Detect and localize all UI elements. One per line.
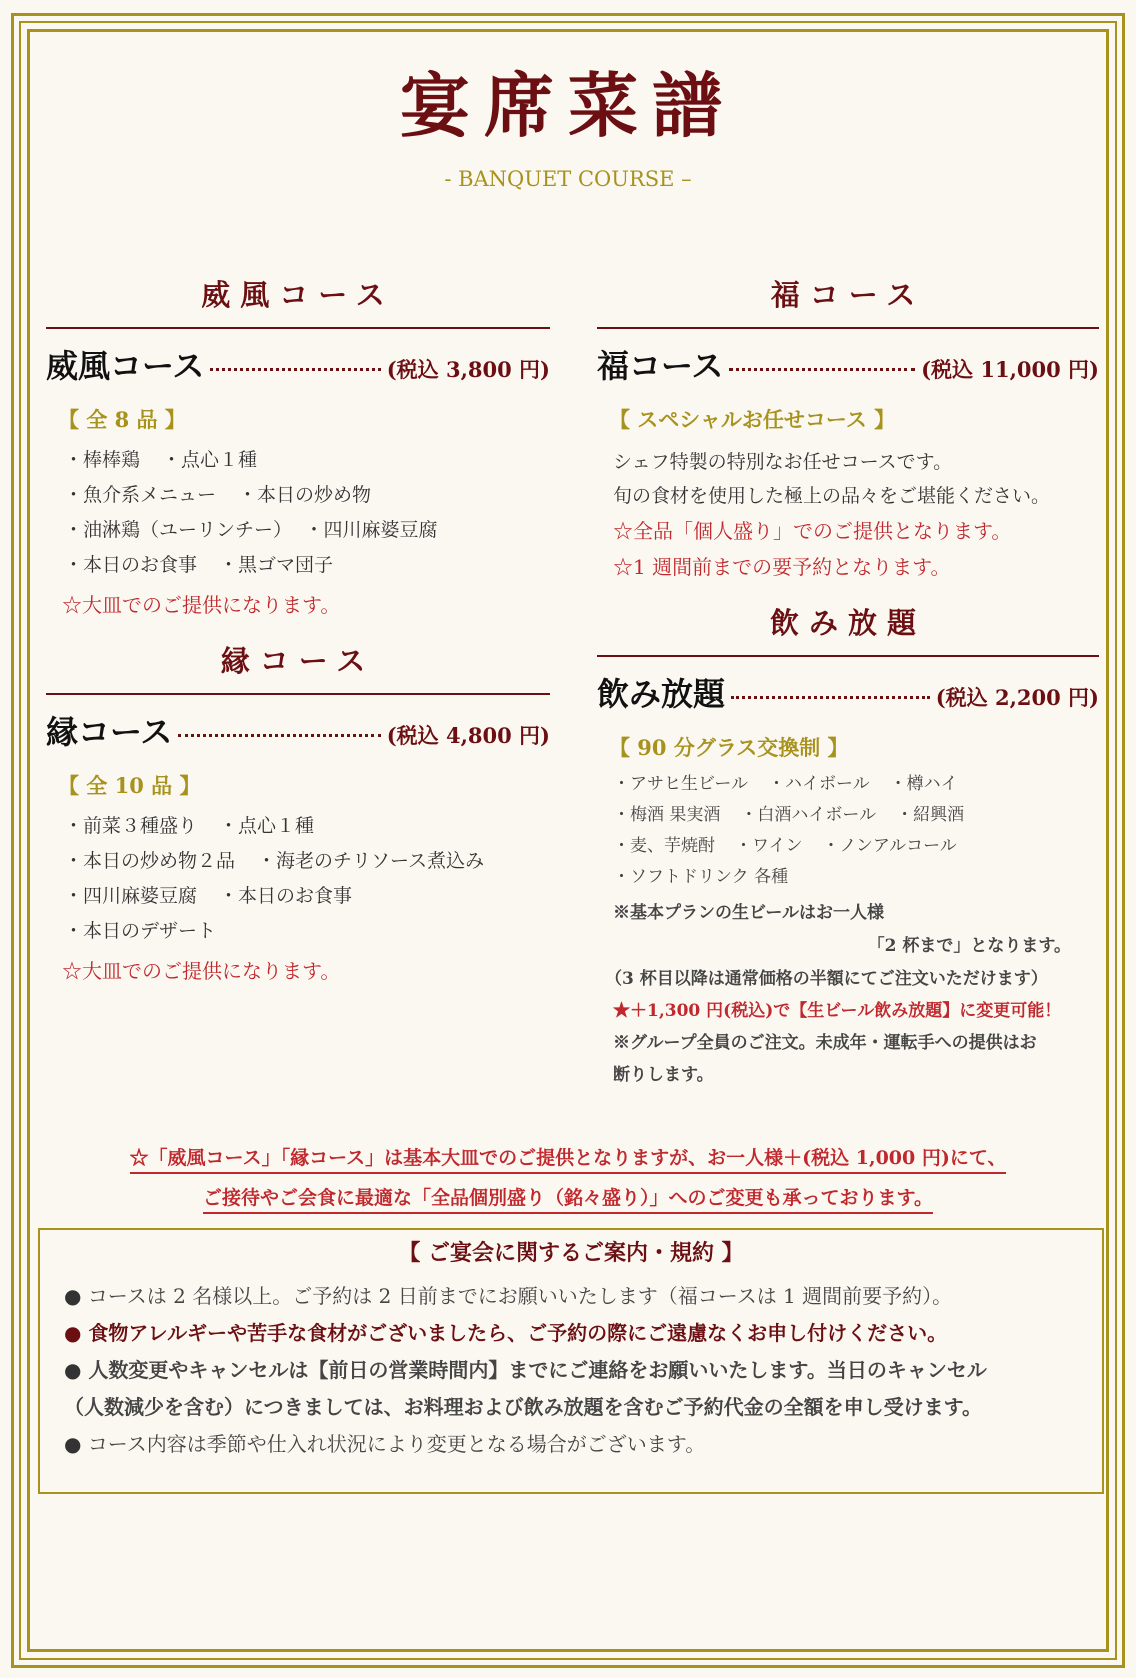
dot-leader — [729, 368, 915, 371]
fuku-note: ☆1 週間前までの要予約となります。 — [613, 555, 951, 579]
rule-item-cancellation: ● 人数変更やキャンセルは【前日の営業時間内】までにご連絡をお願いいたします。当日のキャンセル — [64, 1358, 987, 1382]
en-heading: 縁コース — [220, 644, 376, 678]
plating-notice-line2: ご接待やご会食に最適な「全品個別盛り（銘々盛り）」へのご変更も承っております。 — [0, 1186, 1136, 1210]
dot-leader — [210, 368, 380, 371]
beer-price-note: （3 杯目以降は通常価格の半額にてご注文いただけます） — [605, 969, 1048, 989]
time-limit-badge: 【 90 分グラス交換制 】 — [609, 735, 849, 760]
list-item: ・魚介系メニュー ・本日の炒め物 — [64, 484, 372, 506]
section-divider — [597, 655, 1099, 657]
course-price: (税込 2,200 円) — [935, 685, 1099, 710]
group-order-note: ※グループ全員のご注文。未成年・運転手への提供はお — [613, 1033, 1037, 1053]
list-item: ・ソフトドリンク 各種 — [613, 867, 789, 887]
bullet-icon: ● — [64, 1284, 82, 1308]
group-order-note-cont: 断りします。 — [613, 1065, 714, 1085]
section-divider — [46, 693, 550, 695]
description-line: シェフ特製の特別なお任せコースです。 — [613, 451, 953, 473]
en-course-section — [46, 643, 550, 989]
course-name: 福コース — [597, 347, 724, 385]
fuku-course-line — [597, 341, 1099, 387]
bullet-icon: ● — [64, 1358, 82, 1382]
course-price: (税込 4,800 円) — [386, 723, 550, 748]
rule-item-cancellation-cont: （人数減少を含む）につきましては、お料理および飲み放題を含むご予約代金の全額を申し受けます。 — [64, 1395, 982, 1419]
beer-limit-note-cont: 「2 杯まで」となります。 — [867, 936, 1071, 956]
fuku-course-section — [597, 277, 1099, 585]
course-price: (税込 3,800 円) — [386, 357, 550, 382]
list-item: ・アサヒ生ビール ・ハイボール ・樽ハイ — [613, 774, 958, 794]
list-item: ・四川麻婆豆腐 ・本日のお食事 — [64, 885, 353, 907]
rule-item-allergy: ● 食物アレルギーや苦手な食材がございましたら、ご予約の際にご遠慮なくお申し付けください。 — [64, 1321, 948, 1345]
list-item: ・本日のお食事 ・黒ゴマ団子 — [64, 554, 334, 576]
section-divider — [46, 327, 550, 329]
iko-course-line — [46, 341, 550, 387]
iko-item-list — [46, 443, 550, 583]
list-item: ・本日の炒め物２品 ・海老のチリソース煮込み — [64, 850, 485, 872]
rule-item: ● コースは 2 名様以上。ご予約は 2 日前までにお願いいたします（福コースは 1 週間前要予約）。 — [64, 1284, 953, 1308]
list-item: ・油淋鶏（ユーリンチー） ・四川麻婆豆腐 — [64, 519, 438, 541]
page-subtitle: - BANQUET COURSE – — [444, 167, 692, 191]
dot-leader — [731, 696, 930, 699]
iko-course-section — [46, 277, 550, 623]
rule-item: ● コース内容は季節や仕入れ状況により変更となる場合がございます。 — [64, 1432, 706, 1456]
plating-notice-line1: ☆「威風コース」「縁コース」は基本大皿でのご提供となりますが、お一人様＋(税込 1,000 円)にて、 — [0, 1146, 1136, 1170]
page-title: 宴席菜譜 — [400, 64, 736, 147]
list-item: ・梅酒 果実酒 ・白酒ハイボール ・紹興酒 — [613, 805, 965, 825]
rules-box — [38, 1228, 1104, 1494]
nomihoudai-heading: 飲み放題 — [769, 606, 926, 640]
dot-leader — [178, 734, 380, 737]
list-item: ・棒棒鶏 ・点心１種 — [64, 449, 258, 471]
nomihoudai-course-line — [597, 669, 1099, 715]
list-item: ・本日のデザート — [64, 920, 217, 942]
course-price: (税込 11,000 円) — [921, 357, 1099, 382]
fuku-note: ☆全品「個人盛り」でのご提供となります。 — [613, 519, 1012, 543]
en-course-line — [46, 707, 550, 753]
course-name: 飲み放題 — [597, 675, 726, 713]
nomihoudai-section — [597, 605, 1099, 1091]
course-name: 威風コース — [46, 347, 205, 385]
serving-note: ☆大皿でのご提供になります。 — [62, 593, 341, 617]
drink-list — [597, 769, 1099, 893]
course-name: 縁コース — [46, 713, 173, 751]
list-item: ・麦、芋焼酎 ・ワイン ・ノンアルコール — [613, 836, 957, 856]
item-count-badge: 【 全 8 品 】 — [58, 407, 186, 432]
fuku-heading: 福コース — [770, 278, 926, 312]
beer-limit-note: ※基本プランの生ビールはお一人様 — [613, 903, 884, 923]
section-divider — [597, 327, 1099, 329]
iko-heading: 威風コース — [201, 278, 395, 312]
bullet-icon: ● — [64, 1321, 82, 1345]
serving-note: ☆大皿でのご提供になります。 — [62, 959, 341, 983]
en-item-list — [46, 809, 550, 949]
item-count-badge: 【 全 10 品 】 — [58, 773, 201, 798]
course-type-badge: 【 スペシャルお任せコース 】 — [609, 407, 896, 432]
bullet-icon: ● — [64, 1432, 82, 1456]
description-line: 旬の食材を使用した極上の品々をご堪能ください。 — [613, 485, 1051, 507]
list-item: ・前菜３種盛り ・点心１種 — [64, 815, 315, 837]
rules-title: 【 ご宴会に関するご案内・規約 】 — [398, 1240, 744, 1266]
upgrade-offer: ★＋1,300 円(税込)で【生ビール飲み放題】に変更可能！ — [613, 1001, 1062, 1021]
fuku-description — [597, 445, 1099, 513]
